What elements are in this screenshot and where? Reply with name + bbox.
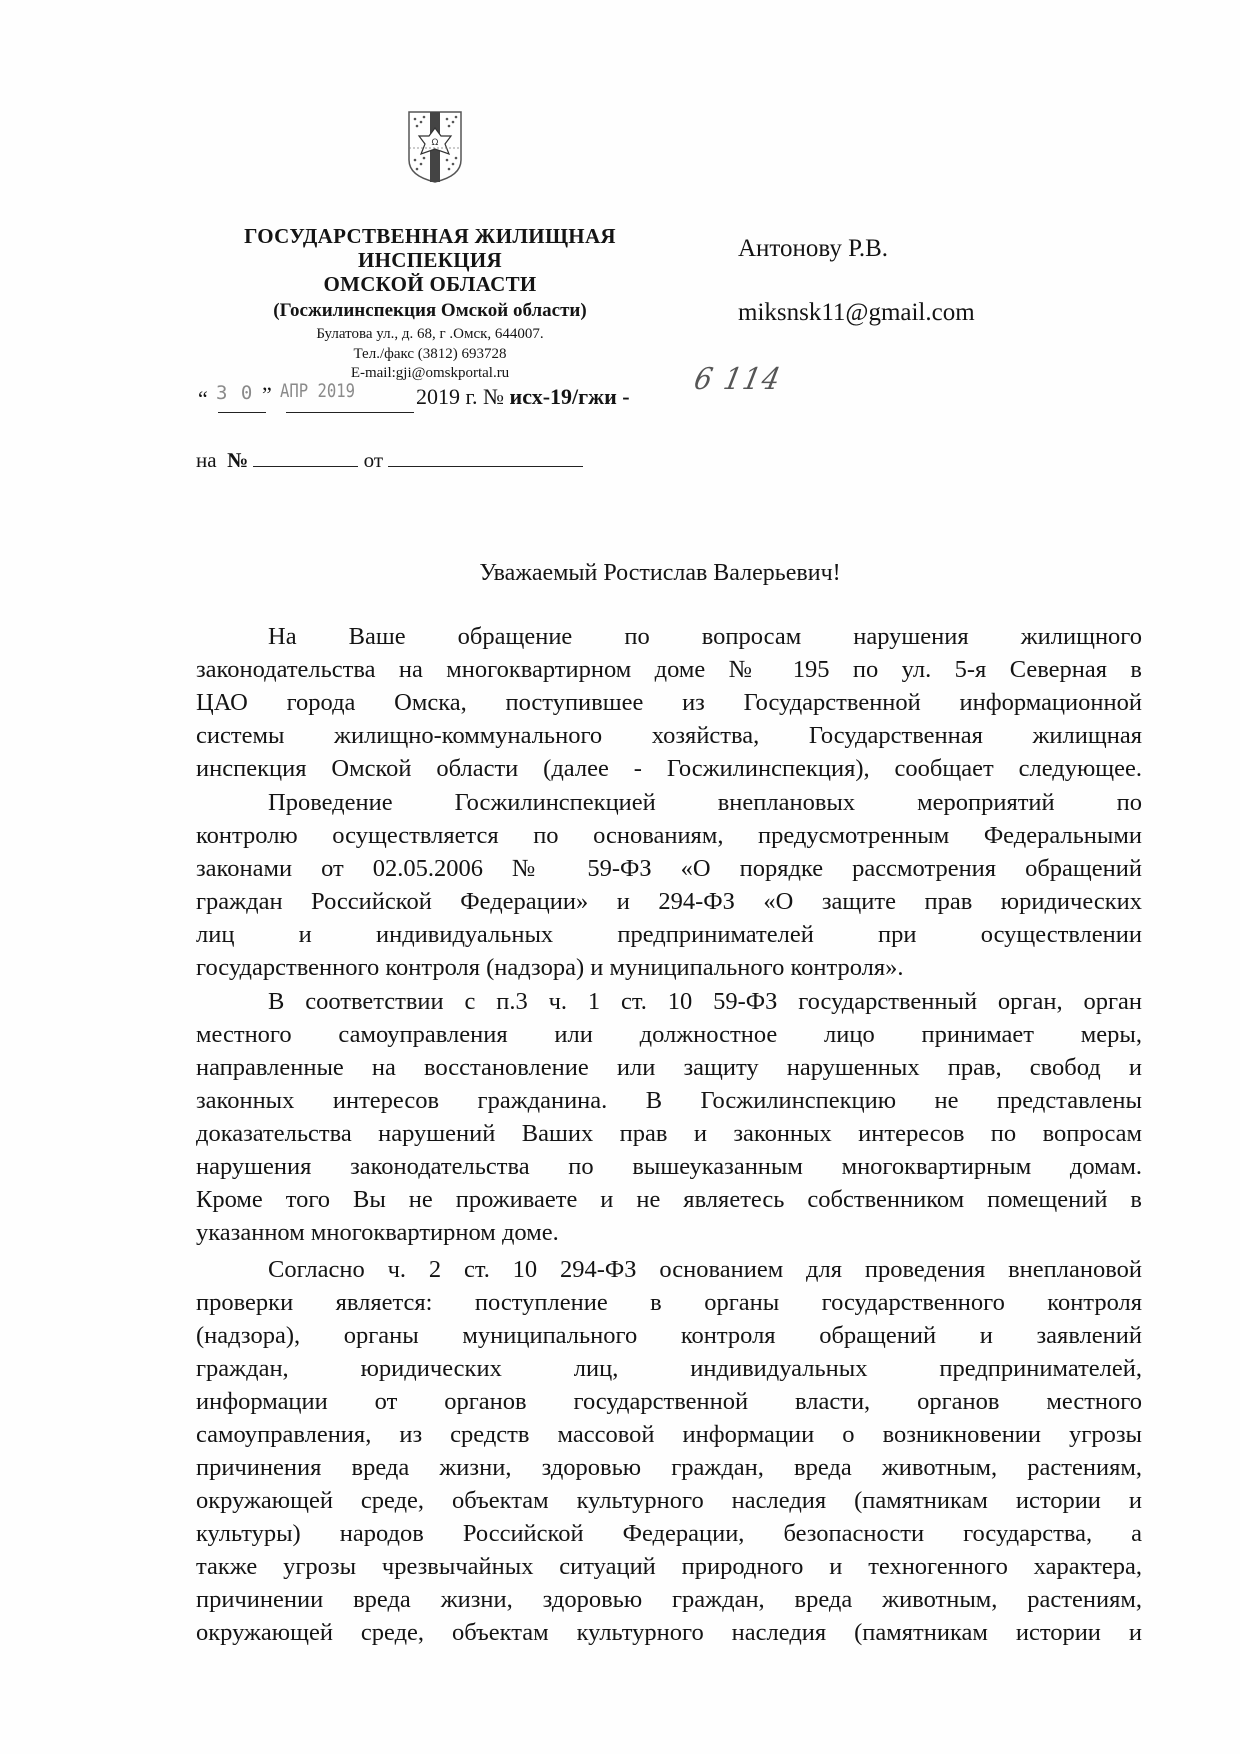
outgoing-number: исх-19/гжи - [509,384,630,409]
addressee-email: miksnsk11@gmail.com [738,299,975,326]
reference-row [196,448,583,473]
salutation: Уважаемый Ростислав Валерьевич! [479,560,841,586]
body-line: граждан, юридических лиц, индивидуальных предпринимателей, [196,1355,1142,1382]
coat-of-arms-icon [405,108,465,184]
body-line: инспекция Омской области (далее - Госжилинспекция), сообщает следующее. [196,755,1142,782]
org-address: Булатова ул., д. 68, г .Омск, 644007. [316,326,544,342]
ref-ot-label: от [363,448,384,472]
date-stamp-day: 3 0 [216,382,254,404]
body-line: На Ваше обращение по вопросам нарушения жилищного [268,623,1142,650]
body-line: В соответствии с п.3 ч. 1 ст. 10 59-ФЗ государственный орган, орган [268,988,1142,1015]
body-line: проверки является: поступление в органы государственного контроля [196,1289,1142,1316]
body-line: законами от 02.05.2006 № 59-ФЗ «О порядке рассмотрения обращений [196,855,1142,882]
body-line: доказательства нарушений Ваших прав и законных интересов по вопросам [196,1120,1142,1147]
svg-text:Ω: Ω [431,138,439,148]
ref-na-label: на [196,448,217,472]
handwritten-number: 6 114 [691,362,785,397]
body-line: информации от органов государственной власти, органов местного [196,1388,1142,1415]
body-line: культуры) народов Российской Федерации, безопасности государства, а [196,1520,1142,1547]
body-line: также угрозы чрезвычайных ситуаций природного и техногенного характера, [196,1553,1142,1580]
org-name-line1: ГОСУДАРСТВЕННАЯ ЖИЛИЩНАЯ [244,224,616,248]
org-name-line3: ОМСКОЙ ОБЛАСТИ [323,272,537,296]
quote-close: ” [262,382,272,407]
body-line: причинения вреда жизни, здоровью граждан, вреда животным, растениям, [196,1454,1142,1481]
outgoing-year-number [416,384,630,410]
date-stamp-month-year: АПР 2019 [280,380,356,402]
body-line: ЦАО города Омска, поступившее из Государственной информационной [196,689,1142,716]
ref-no-label: № [227,448,249,472]
body-line: окружающей среде, объектам культурного наследия (памятникам истории и [196,1619,1142,1646]
body-line: законодательства на многоквартирном доме № 195 по ул. 5-я Северная в [196,656,1142,683]
body-line: причинении вреда жизни, здоровью граждан, вреда животным, растениям, [196,1586,1142,1613]
org-name-line2: ИНСПЕКЦИЯ [358,248,502,272]
body-line: системы жилищно-коммунального хозяйства, Государственная жилищная [196,722,1142,749]
body-line: граждан Российской Федерации» и 294-ФЗ «О защите прав юридических [196,888,1142,915]
body-line: Кроме того Вы не проживаете и не являетесь собственником помещений в [196,1186,1142,1213]
body-line: нарушения законодательства по вышеуказанным многоквартирным домам. [196,1153,1142,1180]
ref-number-blank [253,448,358,467]
month-underline [286,412,414,413]
body-line: Согласно ч. 2 ст. 10 294-ФЗ основанием для проведения внеплановой [268,1256,1142,1283]
body-line: местного самоуправления или должностное лицо принимает меры, [196,1021,1142,1048]
year-text: 2019 г. № [416,384,510,409]
body-line: (надзора), органы муниципального контроля обращений и заявлений [196,1322,1142,1349]
body-line: законных интересов гражданина. В Госжилинспекцию не представлены [196,1087,1142,1114]
addressee-name: Антонову Р.В. [738,235,889,262]
body-line: указанном многоквартирном доме. [196,1219,559,1246]
ref-date-blank [388,448,583,467]
body-line: лиц и индивидуальных предпринимателей при осуществлении [196,921,1142,948]
body-line: Проведение Госжилинспекцией внеплановых мероприятий по [268,789,1142,816]
org-short-name: (Госжилинспекция Омской области) [273,300,587,321]
org-phone: Тел./факс (3812) 693728 [353,346,507,362]
quote-open: “ [198,386,208,411]
org-email: E-mail:gji@omskportal.ru [350,365,510,381]
body-line: окружающей среде, объектам культурного наследия (памятникам истории и [196,1487,1142,1514]
body-line: государственного контроля (надзора) и муниципального контроля». [196,954,904,981]
body-line: контролю осуществляется по основаниям, предусмотренным Федеральными [196,822,1142,849]
body-line: самоуправления, из средств массовой информации о возникновении угрозы [196,1421,1142,1448]
day-underline [218,412,266,413]
body-line: направленные на восстановление или защиту нарушенных прав, свобод и [196,1054,1142,1081]
